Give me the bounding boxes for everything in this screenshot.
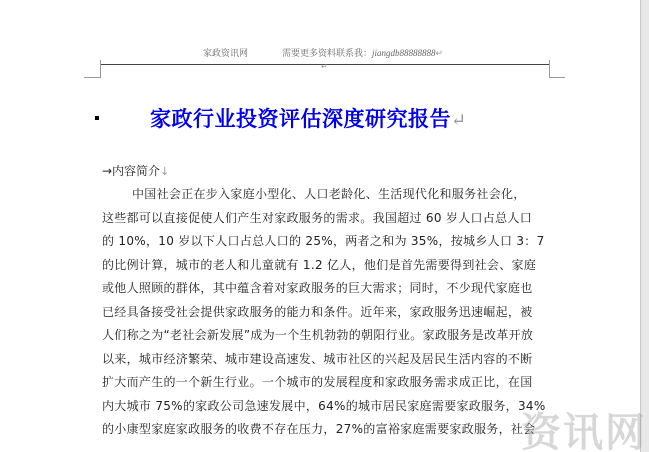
body-line: 人们称之为“老社会新发展”成为一个生机勃勃的朝阳行业。家政服务是改革开放 bbox=[102, 328, 534, 342]
body-line: 内大城市 75%的家政公司急速发展中，64%的城市居民家庭需要家政服务，34% bbox=[102, 398, 546, 413]
title-return-mark-icon: ↵ bbox=[451, 110, 467, 131]
crop-mark-top-left-horizontal bbox=[84, 77, 100, 78]
body-line: 的比例计算，城市的老人和儿童就有 1.2 亿人，他们是首先需要得到社会、家庭 bbox=[102, 257, 537, 272]
body-line: 这些都可以直接促使人们产生对家政服务的需求。我国超过 60 岁人口占总人口 bbox=[102, 210, 533, 225]
header-contact-email: jiangdb88888888 bbox=[372, 48, 436, 58]
page-header bbox=[0, 46, 649, 62]
body-line: 或他人照顾的群体，其中蕴含着对家政服务的巨大需求；同时，不少现代家庭也 bbox=[102, 281, 533, 295]
section-heading-text: →内容简介 bbox=[102, 164, 161, 178]
section-heading bbox=[102, 162, 169, 179]
watermark: 资讯网 bbox=[521, 410, 647, 452]
header-contact bbox=[282, 46, 443, 59]
body-line: 中国社会正在步入家庭小型化、人口老龄化、生活现代化和服务社会化， bbox=[132, 187, 526, 201]
paragraph-mark-icon: ↵ bbox=[435, 48, 444, 58]
body-paragraph bbox=[102, 183, 562, 442]
header-return-mark-icon: ↵ bbox=[321, 62, 328, 71]
vertical-scrollbar[interactable] bbox=[640, 0, 649, 452]
body-line: 以来，城市经济繁荣、城市建设高速发、城市社区的兴起及居民生活内容的不断 bbox=[102, 351, 533, 366]
body-line: 的小康型家庭家政服务的收费不存在压力，27%的富裕家庭需要家政服务，社会 bbox=[102, 422, 536, 436]
body-line: 已经具备接受社会提供家政服务的能力和条件。近年来，家政服务迅速崛起，被 bbox=[102, 304, 533, 319]
crop-mark-top-right-horizontal bbox=[549, 77, 565, 78]
document-title bbox=[150, 103, 467, 133]
document-title-text: 家政行业投资评估深度研究报告 bbox=[150, 106, 451, 131]
body-line: 扩大而产生的一个新生行业。一个城市的发展程度和家政服务需求成正比，在国 bbox=[102, 375, 533, 389]
crop-mark-top-right bbox=[549, 60, 550, 78]
crop-mark-top-left bbox=[100, 60, 101, 78]
paragraph-bullet-icon bbox=[95, 116, 99, 120]
section-line-break-icon: ↓ bbox=[160, 165, 170, 178]
body-line: 的 10%，10 岁以下人口占总人口的 25%，两者之和为 35%，按城乡人口 3：7 bbox=[102, 234, 545, 248]
header-site-name: 家政资讯网 bbox=[203, 48, 249, 58]
header-contact-prefix: 需要更多资料联系我： bbox=[282, 48, 373, 58]
